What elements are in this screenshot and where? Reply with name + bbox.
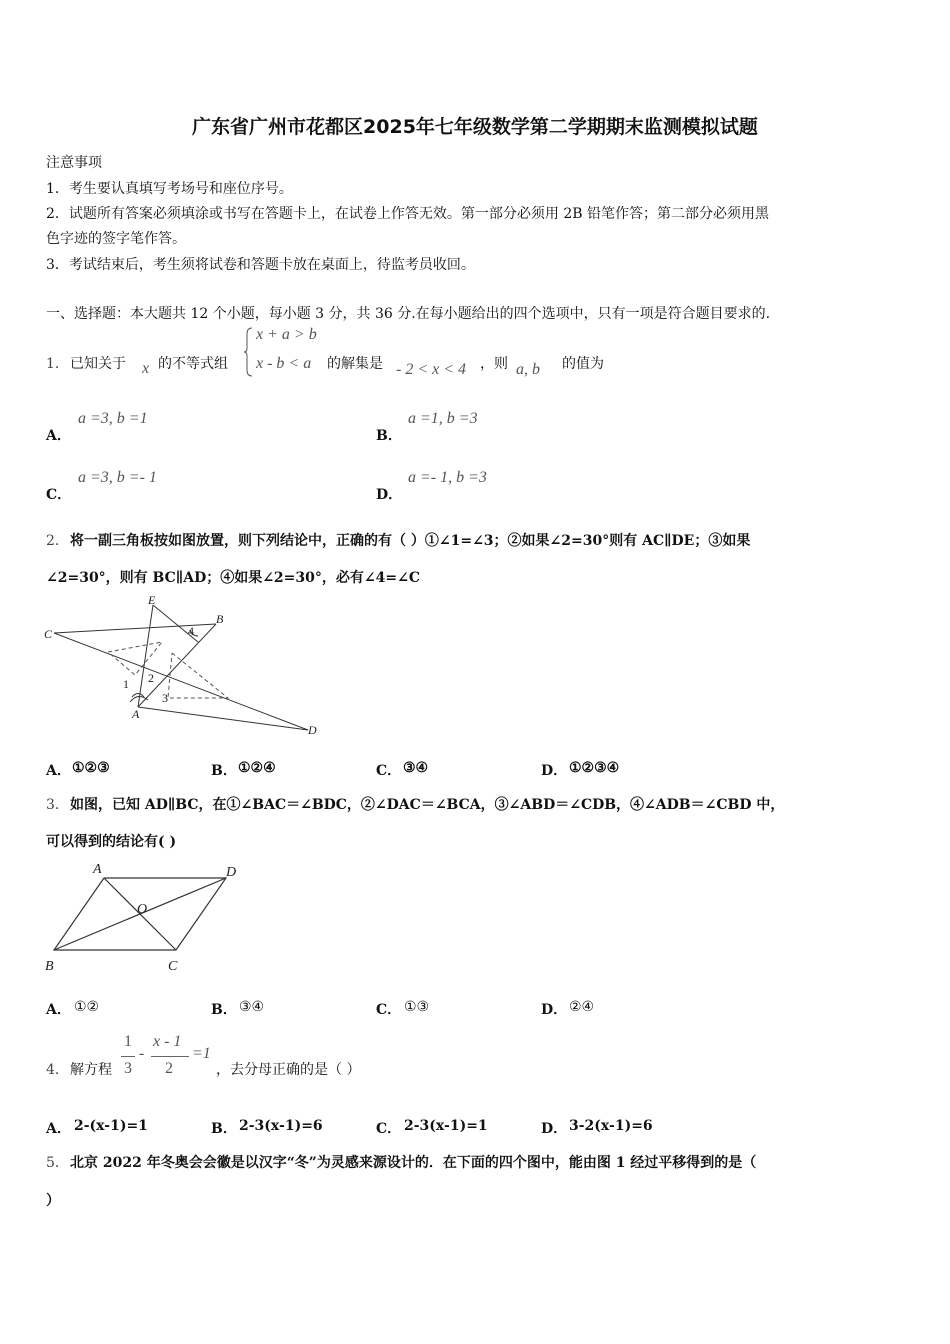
option-value[interactable]: 3-2(x-1)=6 — [569, 1118, 653, 1134]
option-value[interactable]: ①③ — [404, 999, 430, 1015]
fraction-2-numerator: x - 1 — [153, 1033, 182, 1050]
notice-item: 1．考生要认真填写考场号和座位序号。 — [46, 181, 293, 197]
option-value[interactable]: ①②③④ — [569, 760, 620, 776]
angle-2: 2 — [148, 671, 154, 685]
question-text: 解方程 — [70, 1062, 112, 1078]
option-label[interactable]: D． — [541, 763, 568, 779]
option-label[interactable]: B． — [211, 1121, 237, 1137]
equation-rhs: =1 — [192, 1045, 211, 1062]
parallelogram-figure — [40, 855, 250, 980]
inequality-1: x + a > b — [256, 326, 317, 343]
question-text: 北京 2022 年冬奥会会徽是以汉字“冬”为灵感来源设计的．在下面的四个图中，能由图 1 经过平移得到的是（ — [70, 1155, 757, 1171]
question-text: 的不等式组 — [158, 356, 228, 372]
fraction-1-denominator: 3 — [124, 1060, 132, 1077]
notice-item: 色字迹的签字笔作答。 — [46, 231, 186, 247]
question-text: 将一副三角板按如图放置，则下列结论中，正确的有（ ）①∠1=∠3；②如果∠2=30°则有 AC∥DE；③如果 — [70, 533, 751, 549]
notice-heading: 注意事项 — [46, 155, 102, 171]
option-value[interactable]: a =3, b =- 1 — [78, 469, 157, 486]
label-d: D — [226, 865, 237, 880]
label-a: A — [132, 707, 140, 721]
fraction-2-denominator: 2 — [165, 1060, 173, 1077]
notice-item: 2．试题所有答案必须填涂或书写在答题卡上，在试卷上作答无效。第一部分必须用 2B 铅笔作答；第二部分必须用黑 — [46, 206, 769, 222]
minus-sign: - — [139, 1045, 145, 1062]
option-label[interactable]: D． — [376, 487, 403, 503]
option-value[interactable]: 2-(x-1)=1 — [74, 1118, 148, 1134]
page-title: 广东省广州市花都区2025年七年级数学第二学期期末监测模拟试题 — [192, 116, 758, 138]
option-label[interactable]: A． — [46, 1121, 71, 1137]
question-text: ，去分母正确的是（ ） — [216, 1062, 361, 1078]
brace-icon — [244, 326, 254, 378]
question-number: 4． — [46, 1062, 69, 1078]
inequality-2: x - b < a — [256, 355, 312, 372]
solution-range: - 2 < x < 4 — [396, 361, 467, 378]
triangle-figure — [40, 590, 330, 740]
option-label[interactable]: D． — [541, 1002, 568, 1018]
question-text: 如图，已知 AD∥BC，在①∠BAC＝∠BDC，②∠DAC＝∠BCA，③∠ABD＝∠CDB，④∠ADB＝∠CBD 中， — [70, 797, 785, 813]
fraction-bar — [151, 1056, 189, 1057]
angle-3: 3 — [162, 691, 168, 705]
question-text: 已知关于 — [70, 356, 126, 372]
option-label[interactable]: C． — [46, 487, 72, 503]
fraction-bar — [121, 1056, 135, 1057]
option-value[interactable]: 2-3(x-1)=1 — [404, 1118, 488, 1134]
option-label[interactable]: D． — [541, 1121, 568, 1137]
option-value[interactable]: a =- 1, b =3 — [408, 469, 487, 486]
option-value[interactable]: ①②③ — [72, 760, 110, 776]
option-value[interactable]: ②④ — [569, 999, 595, 1015]
question-text: 的解集是 — [327, 356, 383, 372]
option-value[interactable]: a =1, b =3 — [408, 410, 478, 427]
option-value[interactable]: ③④ — [239, 999, 265, 1015]
option-label[interactable]: A． — [46, 428, 71, 444]
question-text: 的值为 — [562, 356, 604, 372]
label-b: B — [216, 612, 224, 626]
math-variable: x — [142, 360, 150, 377]
label-a: A — [93, 862, 102, 877]
question-text: ，则 — [480, 356, 508, 372]
option-label[interactable]: C． — [376, 763, 402, 779]
angle-4: 4 — [188, 624, 194, 638]
question-number: 2． — [46, 533, 69, 549]
question-number: 3． — [46, 797, 69, 813]
notice-item: 3．考试结束后，考生须将试卷和答题卡放在桌面上，待监考员收回。 — [46, 257, 475, 273]
label-c: C — [168, 959, 178, 974]
option-value[interactable]: 2-3(x-1)=6 — [239, 1118, 323, 1134]
label-e: E — [148, 593, 156, 607]
label-c: C — [44, 627, 53, 641]
option-label[interactable]: A． — [46, 1002, 71, 1018]
option-value[interactable]: a =3, b =1 — [78, 410, 148, 427]
option-label[interactable]: B． — [211, 763, 237, 779]
label-b: B — [45, 959, 54, 974]
question-text: ） — [46, 1193, 60, 1209]
label-d: D — [308, 723, 317, 737]
option-label[interactable]: A． — [46, 763, 71, 779]
option-label[interactable]: B． — [211, 1002, 237, 1018]
option-label[interactable]: B． — [376, 428, 402, 444]
question-text: 可以得到的结论有( ) — [46, 834, 177, 850]
option-value[interactable]: ③④ — [403, 760, 429, 776]
math-variables: a, b — [516, 361, 540, 378]
option-label[interactable]: C． — [376, 1002, 402, 1018]
angle-1: 1 — [123, 677, 129, 691]
option-value[interactable]: ①② — [74, 999, 100, 1015]
fraction-1-numerator: 1 — [124, 1033, 132, 1050]
question-text: ∠2=30°，则有 BC∥AD；④如果∠2=30°，必有∠4=∠C — [46, 570, 420, 586]
section-heading: 一、选择题：本大题共 12 个小题，每小题 3 分，共 36 分.在每小题给出的四个选项中，只有一项是符合题目要求的. — [46, 306, 771, 322]
option-label[interactable]: C． — [376, 1121, 402, 1137]
option-value[interactable]: ①②④ — [238, 760, 276, 776]
question-number: 1． — [46, 356, 69, 372]
question-number: 5． — [46, 1155, 69, 1171]
label-o: O — [137, 902, 148, 917]
